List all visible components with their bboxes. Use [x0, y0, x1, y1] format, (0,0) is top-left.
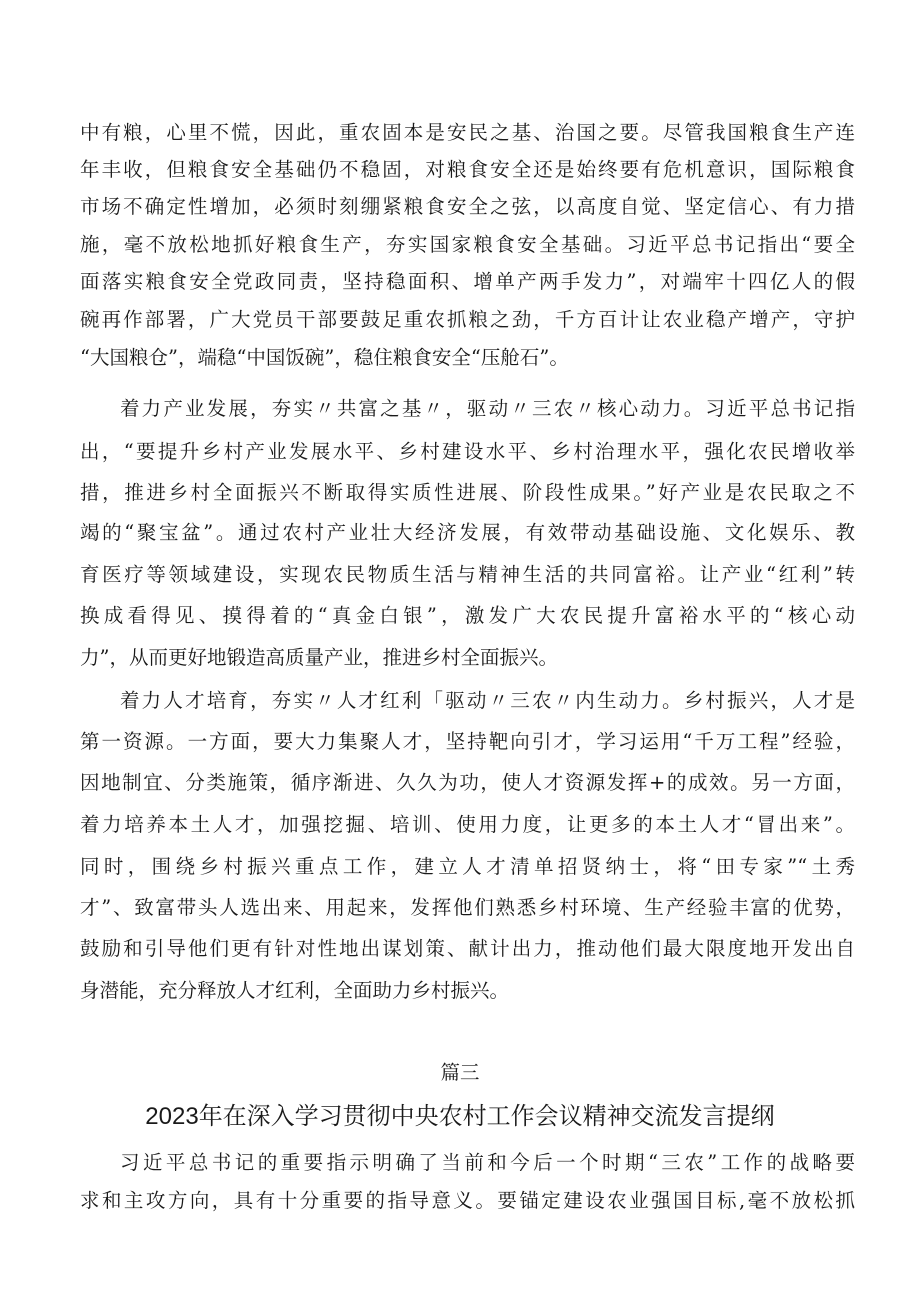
paragraph-1-line: 施，毫不放松地抓好粮食生产，夯实国家粮食安全基础。习近平总书记指出“要全	[80, 233, 855, 256]
document-title	[0, 1099, 920, 1134]
paragraph-3-line: 身潜能，充分释放人才红利，全面助力乡村振兴。	[80, 979, 510, 1002]
paragraph-2-line: 育医疗等领域建设，实现农民物质生活与精神生活的共同富裕。让产业“红利”转	[80, 563, 855, 586]
paragraph-4-line: 求和主攻方向，具有十分重要的指导意义。要锚定建设农业强国目标,毫不放松抓	[80, 1189, 855, 1212]
paragraph-3-line: 第一资源。一方面，要大力集聚人才，坚持靶向引才，学习运用“千万工程”经验，	[80, 730, 855, 753]
paragraph-3-line: 着力人才培育，夯实〃人才红利「驱动〃三农〃内生动力。乡村振兴，人才是	[120, 689, 855, 712]
paragraph-1-line: 碗再作部署，广大党员干部要鼓足重农抓粮之劲，千方百计让农业稳产增产，守护	[80, 308, 855, 331]
section-label: 篇三	[440, 1061, 480, 1084]
paragraph-2-line: 换成看得见、摸得着的“真金白银”，激发广大农民提升富裕水平的“核心动	[80, 604, 855, 627]
paragraph-2-line: 力”，从而更好地锻造高质量产业，推进乡村全面振兴。	[80, 646, 558, 669]
paragraph-3-line: 同时，围绕乡村振兴重点工作，建立人才清单招贤纳士，将“田专家”“土秀	[80, 855, 855, 878]
paragraph-1-line: 年丰收，但粮食安全基础仍不稳固，对粮食安全还是始终要有危机意识，国际粮食	[80, 158, 855, 181]
document-title-text: 年在深入学习贯彻中央农村工作会议精神交流发言提纲	[198, 1102, 775, 1130]
paragraph-1-line: 面落实粮食安全党政同责，坚持稳面积、增单产两手发力”，对端牢十四亿人的假	[80, 270, 855, 293]
paragraph-3-line: 鼓励和引导他们更有针对性地出谋划策、献计出力，推动他们最大限度地开发出自	[80, 937, 855, 960]
paragraph-3-line: 因地制宜、分类施策，循序渐进、久久为功，使人才资源发挥+的成效。另一方面，	[80, 771, 855, 794]
document-title-year: 2023	[145, 1103, 199, 1130]
paragraph-2-line: 出，“要提升乡村产业发展水平、乡村建设水平、乡村治理水平，强化农民增收举	[80, 440, 855, 463]
paragraph-2-line: 着力产业发展，夯实〃共富之基〃，驱动〃三农〃核心动力。习近平总书记指	[120, 397, 855, 420]
paragraph-3-line: 才”、致富带头人选出来、用起来，发挥他们熟悉乡村环境、生产经验丰富的优势，	[80, 896, 855, 919]
paragraph-3-line: 着力培养本土人才，加强挖掘、培训、使用力度，让更多的本土人才“冒出来”。	[80, 813, 855, 836]
paragraph-1-line: “大国粮仓”，端稳“中国饭碗”，稳住粮食安全“压舱石”。	[80, 346, 569, 369]
paragraph-1-line: 市场不确定性增加，必须时刻绷紧粮食安全之弦，以高度自觉、坚定信心、有力措	[80, 195, 855, 218]
paragraph-2-line: 措，推进乡村全面振兴不断取得实质性进展、阶段性成果。”好产业是农民取之不	[80, 481, 855, 504]
paragraph-4-line: 习近平总书记的重要指示明确了当前和今后一个时期“三农”工作的战略要	[120, 1151, 855, 1174]
paragraph-2-line: 竭的“聚宝盆”。通过农村产业壮大经济发展，有效带动基础设施、文化娱乐、教	[80, 521, 855, 544]
paragraph-1-line: 中有粮，心里不慌，因此，重农固本是安民之基、治国之要。尽管我国粮食生产连	[80, 121, 855, 144]
